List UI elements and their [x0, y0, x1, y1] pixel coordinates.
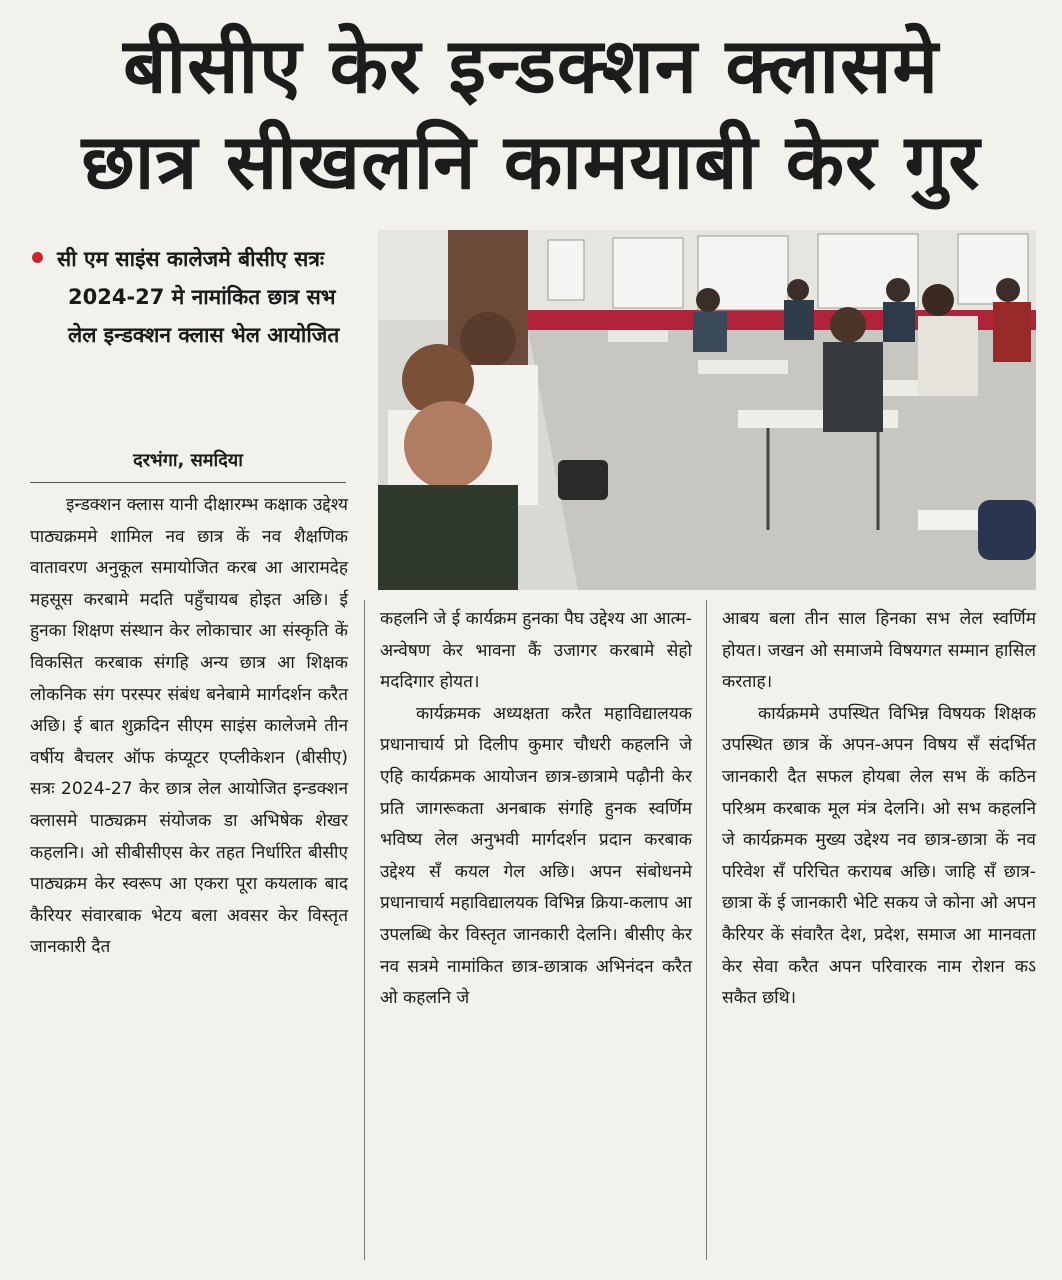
- article-column-3: [722, 604, 1036, 1015]
- column-rule-2: [706, 600, 707, 1260]
- byline: दरभंगा, समदिया: [30, 448, 346, 483]
- summary-text: सी एम साइंस कालेजमे बीसीए सत्रः 2024-27 मे नामांकित छात्र सभ लेल इन्डक्शन क्लास भेल आयोजित: [57, 247, 340, 347]
- headline-line-1: बीसीए केर इन्डक्शन क्लासमे: [123, 21, 939, 110]
- column-3-paragraph: कार्यक्रममे उपस्थित विभिन्न विषयक शिक्षक उपस्थित छात्र कें अपन-अपन विषय सँ संदर्भित जानकारी दैत सफल होयबा लेल सभ कें कठिन परिश्रम करबाक मूल मंत्र देलनि। ओ सभ कहलनि जे कार्यक्रमक मुख्य उद्देश्य नव छात्र-छात्रा कें नव परिवेश सँ परिचित करायब अछि। जाहि सँ छात्र-छात्रा कें ई जानकारी भेटि सकय जे कोना ओ अपन कैरियर कें संवारैत देश, प्रदेश, समाज आ मानवता केर सेवा करैत अपन परिवारक नाम रोशन कऽ सकैत छथि।: [722, 703, 1036, 1009]
- column-rule-1: [364, 600, 365, 1260]
- column-2-paragraph: कार्यक्रमक अध्यक्षता करैत महाविद्यालयक प्रधानाचार्य प्रो दिलीप कुमार चौधरी कहलनि जे एहि कार्यक्रमक आयोजन छात्र-छात्रामे पढ़ौनी केर प्रति जागरूकता अनबाक संगहि हुनक स्वर्णिम भविष्य लेल अनुभवी मार्गदर्शन प्रदान करबाक उद्देश्य सँ कयल गेल अछि। अपन संबोधनमे प्रधानाचार्य महाविद्यालयक विभिन्न क्रिया-कलाप आ उपलब्धि केर विस्तृत जानकारी देलनि। बीसीए केर नव सत्रमे नामांकित छात्र-छात्राक अभिनंदन करैत ओ कहलनि जे: [380, 703, 692, 1009]
- classroom-photo: [378, 230, 1036, 590]
- column-2-continuation: कहलनि जे ई कार्यक्रम हुनका पैघ उद्देश्य आ आत्म-अन्वेषण केर भावना कैं उजागर करबामे सेहो मददिगार होयत।: [380, 609, 692, 693]
- bullet-icon: [32, 252, 43, 263]
- article-column-1: [30, 490, 348, 964]
- classroom-photo-icon: [378, 230, 1036, 590]
- summary-box: [32, 240, 352, 354]
- column-3-continuation: आबय बला तीन साल हिनका सभ लेल स्वर्णिम होयत। जखन ओ समाजमे विषयगत सम्मान हासिल करताह।: [722, 609, 1036, 693]
- column-1-paragraph: इन्डक्शन क्लास यानी दीक्षारम्भ कक्षाक उद्देश्य पाठ्यक्रममे शामिल नव छात्र कें नव शैक्षणिक वातावरण अनुकूल समायोजित करब आ आरामदेह महसूस करबामे मदति पहुँचायब होइत अछि। ई हुनका शिक्षण संस्थान केर लोकाचार आ संस्कृति कें विकसित करबाक संगहि अन्य छात्र आ शिक्षक लोकनिक संग परस्पर संबंध बनेबामे मार्गदर्शन करैत अछि। ई बात शुक्रदिन सीएम साइंस कालेजमे तीन वर्षीय बैचलर ऑफ कंप्यूटर एप्लीकेशन (बीसीए) सत्रः 2024-27 केर छात्र लेल आयोजित इन्डक्शन क्लासमे पाठ्यक्रम संयोजक डा अभिषेक शेखर कहलनि। ओ सीबीसीएस केर तहत निर्धारित बीसीए पाठ्यक्रम केर स्वरूप आ एकरा पूरा कयलाक बाद कैरियर संवारबाक भेटय बला अवसर केर विस्तृत जानकारी दैत: [30, 495, 348, 958]
- headline-line-2: छात्र सीखलनि कामयाबी केर गुर: [81, 117, 981, 206]
- article-column-2: [380, 604, 692, 1015]
- headline: [0, 18, 1062, 210]
